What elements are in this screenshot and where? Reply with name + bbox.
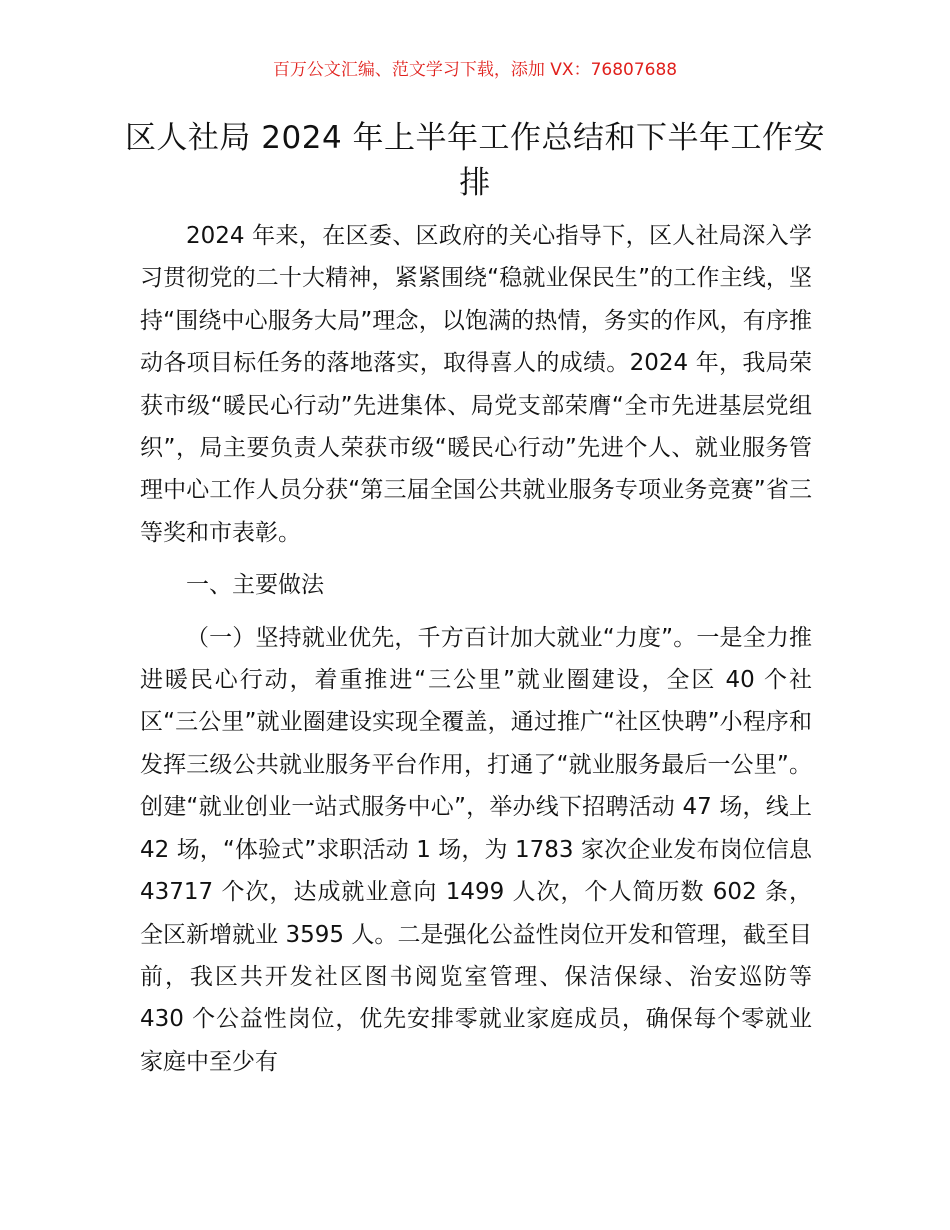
document-body <box>140 215 812 1083</box>
document-title: 区人社局 2024 年上半年工作总结和下半年工作安排 <box>124 120 826 201</box>
watermark-header: 百万公文汇编、范文学习下载，添加 VX：76807688 <box>272 60 678 80</box>
intro-paragraph: 2024 年来，在区委、区政府的关心指导下，区人社局深入学习贯彻党的二十大精神，紧紧围绕“稳就业保民生”的工作主线，坚持“围绕中心服务大局”理念，以饱满的热情，务实的作风，有序推动各项目标任务的落地落实，取得喜人的成绩。2024 年，我局荣获市级“暖民心行动”先进集体、局党支部荣膺“全市先进基层党组织”，局主要负责人荣获市级“暖民心行动”先进个人、就业服务管理中心工作人员分获“第三届全国公共就业服务专项业务竞赛”省三等奖和市表彰。 <box>140 223 812 546</box>
section-heading: 一、主要做法 <box>186 572 324 599</box>
body-paragraph: （一）坚持就业优先，千方百计加大就业“力度”。一是全力推进暖民心行动，着重推进“三公里”就业圈建设，全区 40 个社区“三公里”就业圈建设实现全覆盖，通过推广“社区快聘”小程序和发挥三级公共就业服务平台作用，打通了“就业服务最后一公里”。创建“就业创业一站式服务中心”，举办线下招聘活动 47 场，线上 42 场，“体验式”求职活动 1 场，为 1783 家次企业发布岗位信息 43717 个次，达成就业意向 1499 人次，个人简历数 602 条，全区新增就业 3595 人。二是强化公益性岗位开发和管理，截至目前，我区共开发社区图书阅览室管理、保洁保绿、治安巡防等 430 个公益性岗位，优先安排零就业家庭成员，确保每个零就业家庭中至少有 <box>140 624 812 1075</box>
